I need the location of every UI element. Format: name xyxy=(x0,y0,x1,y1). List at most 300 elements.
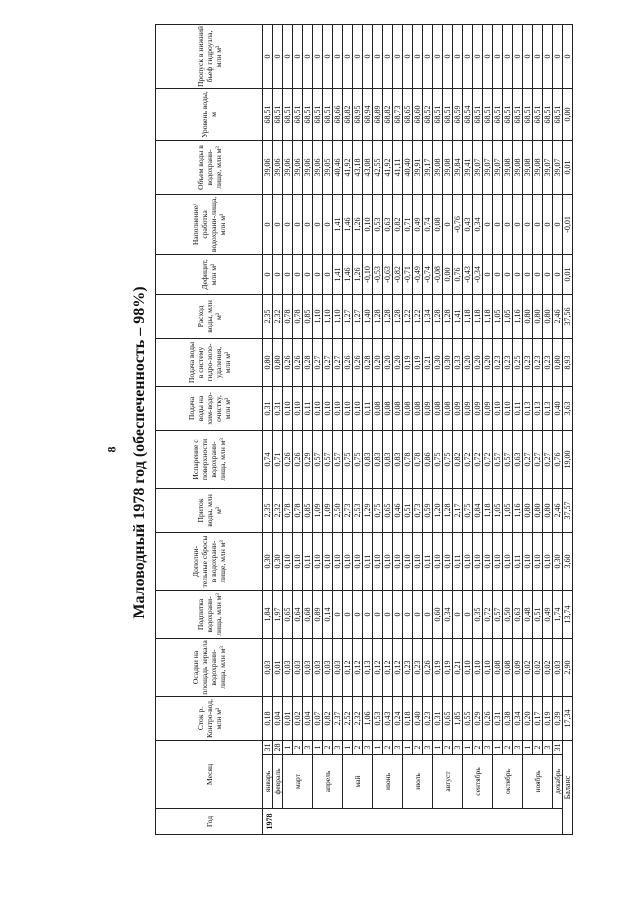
value-cell: 0,30 xyxy=(443,338,453,386)
value-cell: 0,12 xyxy=(393,638,403,696)
value-cell: 39,08 xyxy=(523,140,533,194)
value-cell: 0,72 xyxy=(473,430,483,488)
value-cell: 0,08 xyxy=(493,638,503,696)
decade-cell: 3 xyxy=(393,740,403,754)
value-cell: 0,14 xyxy=(323,590,333,638)
value-cell: 2,53 xyxy=(353,488,363,532)
table-row xyxy=(293,24,303,834)
value-cell: 0,33 xyxy=(453,338,463,386)
value-cell: 0,10 xyxy=(313,386,323,430)
balance-value-cell: 0,01 xyxy=(563,140,573,194)
value-cell: 0,65 xyxy=(383,488,393,532)
decade-cell: 1 xyxy=(433,740,443,754)
value-cell: 0,09 xyxy=(453,386,463,430)
value-cell: 0,75 xyxy=(443,430,453,488)
value-cell: 0,35 xyxy=(473,590,483,638)
value-cell: 0,50 xyxy=(503,590,513,638)
table-row xyxy=(543,24,553,834)
value-cell: 39,17 xyxy=(423,140,433,194)
value-cell: 1,85 xyxy=(453,696,463,740)
table-row xyxy=(353,24,363,834)
value-cell: 0,17 xyxy=(533,696,543,740)
value-cell: 0,23 xyxy=(493,338,503,386)
value-cell: 0,40 xyxy=(413,696,423,740)
table-row xyxy=(493,24,503,834)
value-cell: 0,07 xyxy=(313,696,323,740)
value-cell: 0,27 xyxy=(523,430,533,488)
value-cell: 0 xyxy=(533,254,543,294)
value-cell: 0 xyxy=(343,590,353,638)
header-cell: Дополни-тельные сбросы в водохрани-лище, млн м³ xyxy=(156,532,263,590)
value-cell: 0 xyxy=(513,194,523,254)
value-cell: 0,11 xyxy=(453,532,463,590)
value-cell: 39,84 xyxy=(453,140,463,194)
value-cell: 0,72 xyxy=(483,430,493,488)
value-cell: -0,76 xyxy=(453,194,463,254)
value-cell: 0,31 xyxy=(433,696,443,740)
table-title: Маловодный 1978 год (обеспеченность – 98%) xyxy=(131,286,148,619)
value-cell: 0 xyxy=(523,194,533,254)
balance-value-cell: 17,34 xyxy=(563,696,573,740)
value-cell: 1,05 xyxy=(503,488,513,532)
value-cell: 0,11 xyxy=(363,532,373,590)
value-cell: 0,10 xyxy=(363,194,373,254)
value-cell: 0,10 xyxy=(333,532,343,590)
value-cell: 39,08 xyxy=(443,140,453,194)
table-row xyxy=(343,24,353,834)
value-cell: 0,26 xyxy=(423,638,433,696)
value-cell: -0,63 xyxy=(383,254,393,294)
decade-cell: 3 xyxy=(303,740,313,754)
value-cell: 0,38 xyxy=(503,696,513,740)
value-cell: 0 xyxy=(303,24,313,88)
value-cell: 0,02 xyxy=(523,638,533,696)
value-cell: 0,18 xyxy=(263,696,273,740)
header-cell: Испарение с поверхности водохрани-лища, млн м³ xyxy=(156,430,263,488)
header-cell: Наполнение/сработка водохрани-лища, млн м³ xyxy=(156,194,263,254)
decade-cell: 2 xyxy=(293,740,303,754)
value-cell: 0,80 xyxy=(523,488,533,532)
value-cell: 2,17 xyxy=(453,488,463,532)
value-cell: 0,27 xyxy=(313,338,323,386)
value-cell: 0,10 xyxy=(383,532,393,590)
balance-value-cell: 3,63 xyxy=(563,386,573,430)
value-cell: 39,05 xyxy=(323,140,333,194)
value-cell: 0 xyxy=(373,24,383,88)
value-cell: 0,80 xyxy=(523,294,533,338)
value-cell: 0,80 xyxy=(533,488,543,532)
value-cell: 1,27 xyxy=(343,294,353,338)
value-cell: 0,10 xyxy=(463,532,473,590)
value-cell: 0,10 xyxy=(313,532,323,590)
value-cell: 0,34 xyxy=(473,194,483,254)
value-cell: 68,73 xyxy=(393,88,403,140)
value-cell: 0 xyxy=(293,24,303,88)
value-cell: 39,07 xyxy=(483,140,493,194)
value-cell: 0,10 xyxy=(443,532,453,590)
value-cell: 0 xyxy=(273,194,283,254)
value-cell: 0 xyxy=(493,194,503,254)
value-cell: 0,51 xyxy=(403,488,413,532)
value-cell: 1,18 xyxy=(483,488,493,532)
value-cell: 0,03 xyxy=(333,638,343,696)
value-cell: 41,92 xyxy=(383,140,393,194)
value-cell: 0,75 xyxy=(373,488,383,532)
value-cell: 1,26 xyxy=(353,194,363,254)
value-cell: 0,13 xyxy=(523,386,533,430)
value-cell: 0,11 xyxy=(363,386,373,430)
value-cell: 0,03 xyxy=(553,638,563,696)
value-cell: 1,18 xyxy=(463,294,473,338)
value-cell: 68,51 xyxy=(533,88,543,140)
value-cell: 0 xyxy=(353,24,363,88)
value-cell: 0,26 xyxy=(293,338,303,386)
value-cell: 68,66 xyxy=(333,88,343,140)
year-cell: 1978 xyxy=(263,809,563,835)
header-cell: Месяц xyxy=(156,740,263,808)
header-cell: Подпитка водохрани-лища, млн м³ xyxy=(156,590,263,638)
table-row xyxy=(513,24,523,834)
value-cell: 0 xyxy=(333,24,343,88)
month-cell: июнь xyxy=(373,755,403,809)
value-cell: 1,09 xyxy=(323,488,333,532)
value-cell: 0 xyxy=(323,24,333,88)
value-cell: 41,11 xyxy=(393,140,403,194)
value-cell: 0,10 xyxy=(343,386,353,430)
value-cell: 43,18 xyxy=(353,140,363,194)
value-cell: 0,23 xyxy=(503,338,513,386)
value-cell: 68,51 xyxy=(553,88,563,140)
value-cell: 0,10 xyxy=(373,532,383,590)
value-cell: 2,46 xyxy=(553,294,563,338)
value-cell: 0,11 xyxy=(513,532,523,590)
value-cell: 0,10 xyxy=(343,532,353,590)
value-cell: 0,31 xyxy=(273,386,283,430)
value-cell: 1,41 xyxy=(333,254,343,294)
value-cell: 0 xyxy=(503,24,513,88)
value-cell: 2,37 xyxy=(333,696,343,740)
value-cell: 0,26 xyxy=(353,338,363,386)
value-cell: 0 xyxy=(433,24,443,88)
value-cell: 0,73 xyxy=(413,488,423,532)
balance-value-cell: 0,00 xyxy=(563,88,573,140)
value-cell: 39,06 xyxy=(273,140,283,194)
value-cell: 39,08 xyxy=(513,140,523,194)
value-cell: 0,80 xyxy=(263,338,273,386)
value-cell: 0,01 xyxy=(273,638,283,696)
value-cell: 0,49 xyxy=(543,590,553,638)
value-cell: 0,74 xyxy=(423,194,433,254)
value-cell: 0 xyxy=(493,254,503,294)
value-cell: 1,10 xyxy=(323,294,333,338)
table-row xyxy=(553,24,563,834)
month-cell: октябрь xyxy=(493,755,523,809)
month-cell: август xyxy=(433,755,463,809)
value-cell: 1,97 xyxy=(273,590,283,638)
value-cell: 0,82 xyxy=(393,194,403,254)
value-cell: 0,08 xyxy=(373,386,383,430)
value-cell: 1,16 xyxy=(513,488,523,532)
value-cell: 0,03 xyxy=(303,638,313,696)
value-cell: 0 xyxy=(523,254,533,294)
value-cell: 0,20 xyxy=(473,338,483,386)
value-cell: 0,12 xyxy=(343,638,353,696)
month-cell: март xyxy=(283,755,313,809)
value-cell: 0,11 xyxy=(303,532,313,590)
value-cell: 0,11 xyxy=(513,386,523,430)
value-cell: 0 xyxy=(403,24,413,88)
value-cell: 0,20 xyxy=(383,338,393,386)
value-cell: 0,89 xyxy=(313,590,323,638)
decade-cell: 3 xyxy=(543,740,553,754)
decade-cell: 28 xyxy=(273,740,283,754)
value-cell: 0,10 xyxy=(483,638,493,696)
value-cell: 0 xyxy=(523,24,533,88)
value-cell: 1,16 xyxy=(513,294,523,338)
value-cell: 1,05 xyxy=(493,488,503,532)
table-row xyxy=(413,24,423,834)
value-cell: 0,10 xyxy=(483,532,493,590)
value-cell: 0,57 xyxy=(493,590,503,638)
value-cell: 0,29 xyxy=(303,430,313,488)
value-cell: 0,40 xyxy=(553,386,563,430)
value-cell: 68,82 xyxy=(383,88,393,140)
value-cell: 1,28 xyxy=(373,294,383,338)
value-cell: 0 xyxy=(313,254,323,294)
value-cell: 0 xyxy=(493,24,503,88)
value-cell: 0,26 xyxy=(343,338,353,386)
value-cell: 1,18 xyxy=(483,294,493,338)
value-cell: 68,95 xyxy=(353,88,363,140)
value-cell: 0,30 xyxy=(553,532,563,590)
value-cell: 0,74 xyxy=(263,430,273,488)
table-row xyxy=(383,24,393,834)
balance-value-cell: -0,01 xyxy=(563,194,573,254)
value-cell: 2,52 xyxy=(343,696,353,740)
value-cell: 0 xyxy=(273,24,283,88)
value-cell: 0,10 xyxy=(353,386,363,430)
value-cell: -0,82 xyxy=(393,254,403,294)
decade-cell: 1 xyxy=(523,740,533,754)
value-cell: 68,82 xyxy=(343,88,353,140)
balance-value-cell: 2,90 xyxy=(563,638,573,696)
value-cell: 68,54 xyxy=(463,88,473,140)
value-cell: -0,34 xyxy=(473,254,483,294)
value-cell: -0,43 xyxy=(463,254,473,294)
value-cell: 0,10 xyxy=(393,532,403,590)
decade-cell: 2 xyxy=(353,740,363,754)
value-cell: 0,20 xyxy=(483,338,493,386)
value-cell: 0,10 xyxy=(493,386,503,430)
value-cell: 0,10 xyxy=(543,532,553,590)
value-cell: 1,26 xyxy=(353,254,363,294)
value-cell: 0,12 xyxy=(383,638,393,696)
value-cell: 0,12 xyxy=(353,638,363,696)
value-cell: 0,80 xyxy=(273,338,283,386)
value-cell: 1,28 xyxy=(443,294,453,338)
decade-cell: 2 xyxy=(533,740,543,754)
value-cell: 0 xyxy=(383,590,393,638)
value-cell: 0 xyxy=(303,194,313,254)
value-cell: 0 xyxy=(453,24,463,88)
value-cell: 0,27 xyxy=(543,430,553,488)
value-cell: 39,06 xyxy=(263,140,273,194)
value-cell: 0 xyxy=(283,194,293,254)
decade-cell: 1 xyxy=(283,740,293,754)
value-cell: 0,00 xyxy=(443,254,453,294)
balance-row xyxy=(563,24,573,834)
value-cell: 39,08 xyxy=(533,140,543,194)
table-row xyxy=(433,24,443,834)
value-cell: 2,50 xyxy=(333,488,343,532)
value-cell: 0,10 xyxy=(473,532,483,590)
value-cell: 0,18 xyxy=(403,696,413,740)
value-cell: 0,34 xyxy=(513,696,523,740)
value-cell: 0,23 xyxy=(403,638,413,696)
value-cell: 0,26 xyxy=(293,430,303,488)
balance-value-cell: 37,57 xyxy=(563,488,573,532)
value-cell: 1,46 xyxy=(343,194,353,254)
header-cell: Пропуск в нижний бьеф гидроузла, млн м³ xyxy=(156,24,263,88)
balance-value-cell: 0,01 xyxy=(563,254,573,294)
value-cell: 0 xyxy=(503,194,513,254)
value-cell: 0,10 xyxy=(283,532,293,590)
value-cell: 0,10 xyxy=(413,532,423,590)
value-cell: -0,71 xyxy=(403,254,413,294)
value-cell: 0,78 xyxy=(293,294,303,338)
value-cell: 68,51 xyxy=(263,88,273,140)
value-cell: 0 xyxy=(263,194,273,254)
value-cell: 1,10 xyxy=(313,294,323,338)
value-cell: 0 xyxy=(283,254,293,294)
value-cell: 2,35 xyxy=(263,488,273,532)
value-cell: 0,55 xyxy=(463,696,473,740)
header-cell: Уровень воды, м xyxy=(156,88,263,140)
table-row xyxy=(483,24,493,834)
value-cell: 0 xyxy=(363,590,373,638)
value-cell: 0,19 xyxy=(543,696,553,740)
value-cell: 0,10 xyxy=(353,532,363,590)
value-cell: 1,20 xyxy=(433,488,443,532)
balance-value-cell: 19,00 xyxy=(563,430,573,488)
value-cell: 0,76 xyxy=(553,430,563,488)
decade-cell: 1 xyxy=(403,740,413,754)
header-cell: Дефицит, млн м³ xyxy=(156,254,263,294)
value-cell: 0 xyxy=(293,254,303,294)
table-body xyxy=(263,24,573,834)
month-cell: февраль xyxy=(273,755,283,809)
value-cell: 0,78 xyxy=(403,430,413,488)
value-cell: 68,51 xyxy=(283,88,293,140)
value-cell: 0,12 xyxy=(373,638,383,696)
value-cell: 0,20 xyxy=(393,338,403,386)
header-cell: Подача воды в систему гидро-золо-удаления, млн м³ xyxy=(156,338,263,386)
value-cell: 0 xyxy=(313,194,323,254)
value-cell: 68,89 xyxy=(373,88,383,140)
value-cell: 0,23 xyxy=(523,338,533,386)
value-cell: 68,51 xyxy=(273,88,283,140)
value-cell: 0 xyxy=(413,590,423,638)
table-row xyxy=(373,24,383,834)
value-cell: 0,08 xyxy=(403,386,413,430)
value-cell: 0,09 xyxy=(423,386,433,430)
decade-cell: 31 xyxy=(553,740,563,754)
value-cell: 68,51 xyxy=(293,88,303,140)
value-cell: 0,10 xyxy=(323,386,333,430)
table-row xyxy=(473,24,483,834)
value-cell: 0,26 xyxy=(283,430,293,488)
value-cell: 0,57 xyxy=(503,430,513,488)
value-cell: 0 xyxy=(343,24,353,88)
value-cell: 1,28 xyxy=(433,294,443,338)
value-cell: 0,27 xyxy=(323,338,333,386)
value-cell: 0,26 xyxy=(283,338,293,386)
value-cell: 0,20 xyxy=(373,338,383,386)
value-cell: 0,53 xyxy=(373,696,383,740)
value-cell: -0,53 xyxy=(373,254,383,294)
value-cell: 68,51 xyxy=(493,88,503,140)
value-cell: 1,05 xyxy=(493,294,503,338)
value-cell: 0 xyxy=(393,590,403,638)
value-cell: 0 xyxy=(513,254,523,294)
value-cell: 0,20 xyxy=(463,338,473,386)
value-cell: 0 xyxy=(263,24,273,88)
reservoir-balance-table xyxy=(155,24,573,835)
value-cell: 0,48 xyxy=(523,590,533,638)
decade-cell: 2 xyxy=(443,740,453,754)
value-cell: 0 xyxy=(263,254,273,294)
value-cell: 0,83 xyxy=(393,430,403,488)
value-cell: 0,80 xyxy=(543,488,553,532)
value-cell: 0,03 xyxy=(293,638,303,696)
value-cell: 0 xyxy=(553,254,563,294)
decade-cell: 3 xyxy=(333,740,343,754)
value-cell: 0,13 xyxy=(533,386,543,430)
value-cell: 0,19 xyxy=(433,638,443,696)
header-cell: Объем воды в водохрани-лище, млн м³ xyxy=(156,140,263,194)
value-cell: 68,52 xyxy=(423,88,433,140)
header-cell: Подача воды на хим-водо-очистку, млн м³ xyxy=(156,386,263,430)
value-cell: 0 xyxy=(373,590,383,638)
value-cell: -0,74 xyxy=(423,254,433,294)
header-cell: Сток р. Контро-вод, млн м³ xyxy=(156,696,263,740)
value-cell: 68,51 xyxy=(483,88,493,140)
value-cell: 0,76 xyxy=(453,254,463,294)
balance-value-cell: 8,93 xyxy=(563,338,573,386)
value-cell: 2,32 xyxy=(353,696,363,740)
month-cell: май xyxy=(343,755,373,809)
page-number: 8 xyxy=(104,446,119,453)
value-cell: 0,23 xyxy=(533,338,543,386)
value-cell: 0 xyxy=(533,194,543,254)
value-cell: 1,28 xyxy=(383,294,393,338)
value-cell: 0 xyxy=(503,254,513,294)
value-cell: 0,10 xyxy=(283,386,293,430)
table-row xyxy=(333,24,343,834)
table-row xyxy=(503,24,513,834)
value-cell: 1,29 xyxy=(363,488,373,532)
value-cell: 0,25 xyxy=(513,338,523,386)
value-cell: 2,35 xyxy=(263,294,273,338)
month-cell: сентябрь xyxy=(463,755,493,809)
value-cell: 68,51 xyxy=(303,88,313,140)
value-cell: 1,40 xyxy=(363,294,373,338)
value-cell: 2,32 xyxy=(273,488,283,532)
value-cell: 0,75 xyxy=(343,430,353,488)
value-cell: 39,06 xyxy=(303,140,313,194)
value-cell: 0,01 xyxy=(283,696,293,740)
value-cell: 0,65 xyxy=(443,696,453,740)
